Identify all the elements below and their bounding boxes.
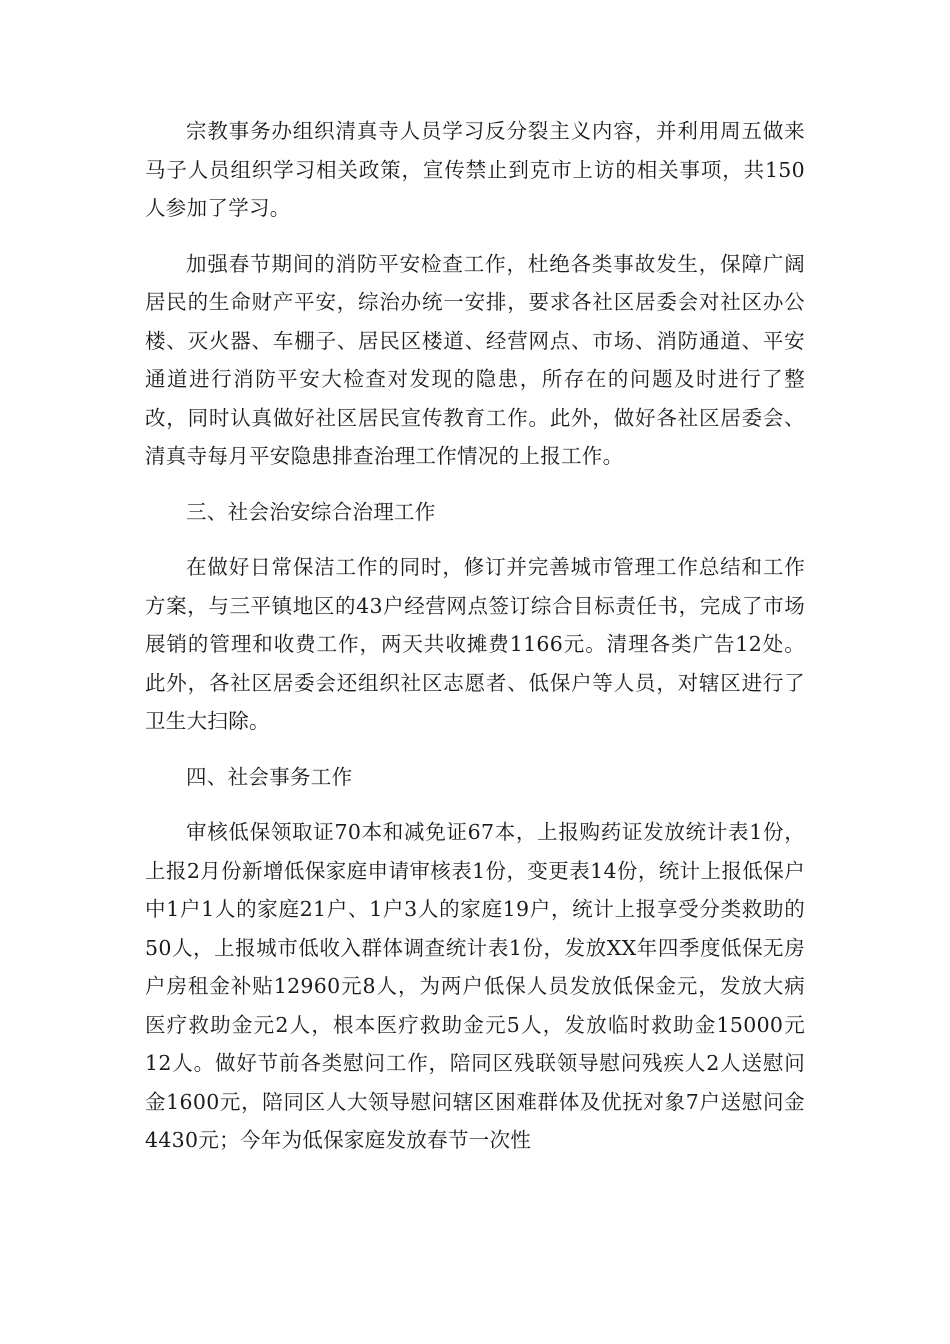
section-heading-public-security: 三、社会治安综合治理工作 [186,499,436,524]
paragraph-city-management: 在做好日常保洁工作的同时，修订并完善城市管理工作总结和工作方案，与三平镇地区的43户经营网点签订综合目标责任书，完成了市场展销的管理和收费工作，两天共收摊费1166元。清理各类广告12处。此外，各社区居委会还组织社区志愿者、低保户等人员，对辖区进行了卫生大扫除。 [145,555,805,733]
paragraph-religious-affairs: 宗教事务办组织清真寺人员学习反分裂主义内容，并利用周五做来马子人员组织学习相关政策，宣传禁止到克市上访的相关事项，共150人参加了学习。 [145,119,805,220]
paragraph-social-assistance: 审核低保领取证70本和减免证67本，上报购药证发放统计表1份，上报2月份新增低保家庭申请审核表1份，变更表14份，统计上报低保户中1户1人的家庭21户、1户3人的家庭19户，统计上报享受分类救助的50人，上报城市低收入群体调查统计表1份，发放XX年四季度低保无房户房租金补贴12960元8人，为两户低保人员发放低保金元，发放大病医疗救助金元2人，根本医疗救助金元5人，发放临时救助金15000元12人。做好节前各类慰问工作，陪同区残联领导慰问残疾人2人送慰问金1600元，陪同区人大领导慰问辖区困难群体及优抚对象7户送慰问金4430元；今年为低保家庭发放春节一次性 [145,820,805,1152]
section-heading-social-affairs: 四、社会事务工作 [186,764,353,789]
paragraph-fire-safety: 加强春节期间的消防平安检查工作，杜绝各类事故发生，保障广阔居民的生命财产平安，综治办统一安排，要求各社区居委会对社区办公楼、灭火器、车棚子、居民区楼道、经营网点、市场、消防通道、平安通道进行消防平安大检查对发现的隐患，所存在的问题及时进行了整改，同时认真做好社区居民宣传教育工作。此外，做好各社区居委会、清真寺每月平安隐患排查治理工作情况的上报工作。 [145,251,805,468]
document-body [145,112,805,1177]
